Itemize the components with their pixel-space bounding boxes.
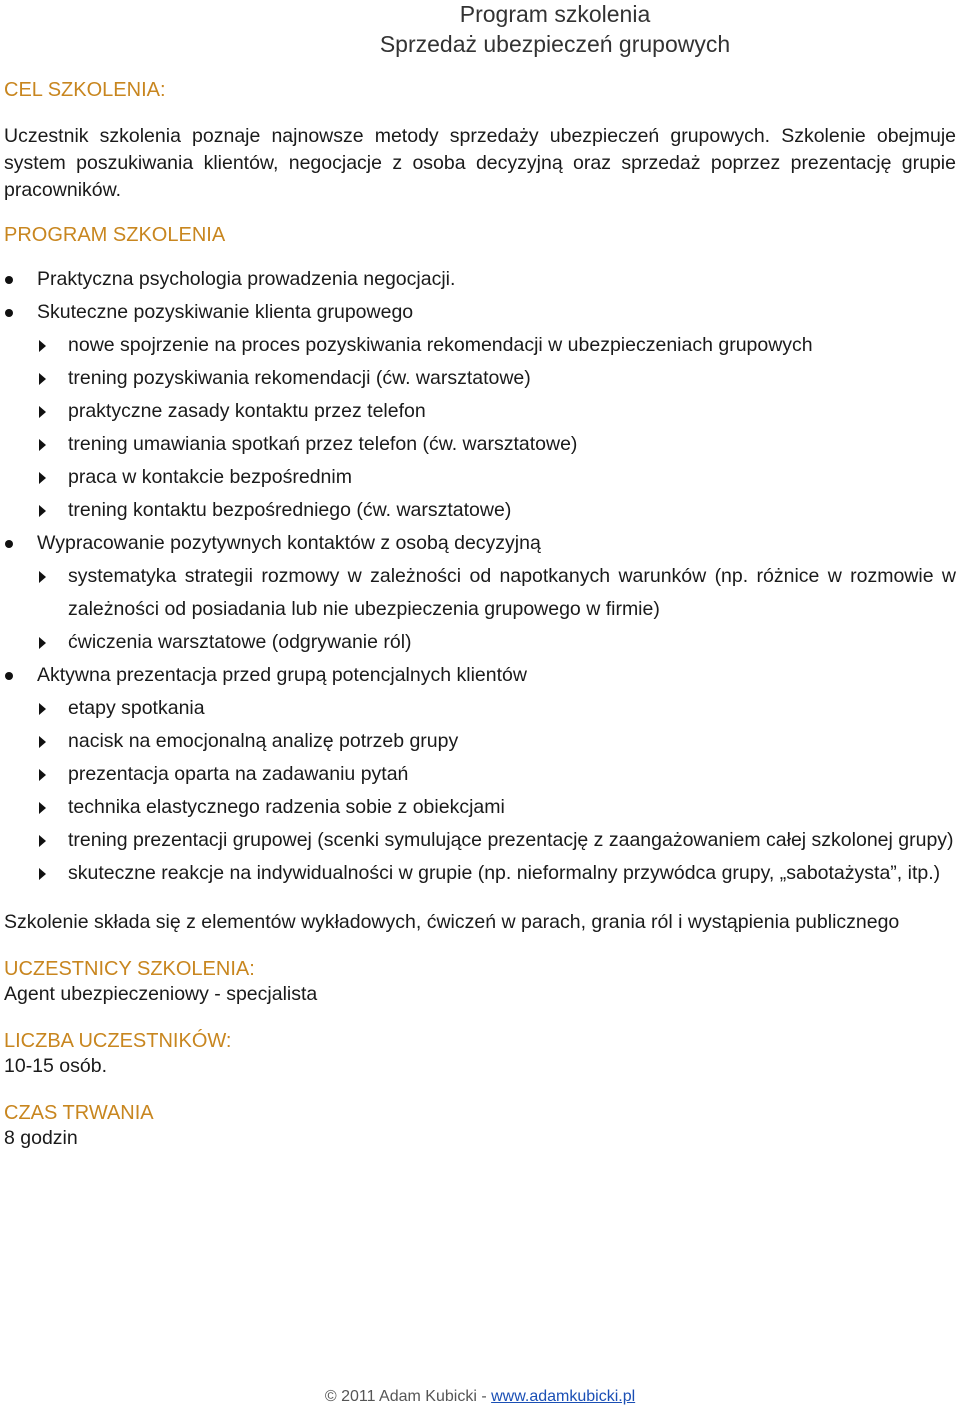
- program-subitem: [4, 395, 956, 428]
- duration-heading: CZAS TRWANIA: [4, 1102, 154, 1124]
- program-subitem-label: technika elastycznego radzenia sobie z obiekcjami: [68, 796, 505, 818]
- triangle-bullet-icon: [39, 571, 46, 583]
- participants-heading: UCZESTNICY SZKOLENIA:: [4, 958, 255, 980]
- program-list: [4, 263, 956, 890]
- program-item: [4, 296, 956, 329]
- goal-heading: CEL SZKOLENIA:: [4, 79, 166, 101]
- page-subtitle: Sprzedaż ubezpieczeń grupowych: [379, 31, 731, 57]
- program-subitem-label: skuteczne reakcje na indywidualności w grupie (np. nieformalny przywódca grupy, „sabotażysta”, itp.): [68, 862, 941, 884]
- program-item: [4, 263, 956, 296]
- triangle-bullet-icon: [39, 769, 46, 781]
- count-text: 10-15 osób.: [4, 1055, 107, 1077]
- program-subitem: [4, 461, 956, 494]
- program-subitem-label: trening prezentacji grupowej (scenki symulujące prezentację z zaangażowaniem całej szkolonej grupy): [68, 829, 954, 851]
- triangle-bullet-icon: [39, 703, 46, 715]
- program-subitem: [4, 428, 956, 461]
- program-subitem: [4, 857, 956, 890]
- program-subitem: [4, 725, 956, 758]
- program-subitem-label: trening umawiania spotkań przez telefon (ćw. warsztatowe): [68, 433, 578, 455]
- program-item: [4, 527, 956, 560]
- triangle-bullet-icon: [39, 472, 46, 484]
- triangle-bullet-icon: [39, 505, 46, 517]
- title-block: [154, 0, 956, 60]
- program-subitem: [4, 362, 956, 395]
- program-subitem-label: trening pozyskiwania rekomendacji (ćw. warsztatowe): [68, 367, 531, 389]
- footer: [0, 1388, 960, 1406]
- program-subitem-label: ćwiczenia warsztatowe (odgrywanie ról): [68, 631, 412, 653]
- program-subitem: [4, 494, 956, 527]
- bullet-dot-icon: [5, 309, 13, 317]
- program-subitem: [4, 329, 956, 362]
- goal-text: Uczestnik szkolenia poznaje najnowsze metody sprzedaży ubezpieczeń grupowych. Szkolenie obejmuje system poszukiwania klientów, negocjacje z osoba decyzyjną oraz sprzedaż poprzez prezentację grupie pracowników.: [4, 125, 956, 201]
- format-text: Szkolenie składa się z elementów wykładowych, ćwiczeń w parach, grania ról i wystąpienia publicznego: [4, 911, 900, 933]
- program-subitem: [4, 626, 956, 659]
- triangle-bullet-icon: [39, 868, 46, 880]
- program-subitem: [4, 758, 956, 791]
- program-subitem-label: nowe spojrzenie na proces pozyskiwania rekomendacji w ubezpieczeniach grupowych: [68, 334, 813, 356]
- duration-text: 8 godzin: [4, 1127, 78, 1149]
- program-heading: PROGRAM SZKOLENIA: [4, 224, 226, 246]
- program-item-label: Skuteczne pozyskiwanie klienta grupowego: [37, 301, 414, 323]
- program-subitem-label: etapy spotkania: [68, 697, 205, 719]
- bullet-dot-icon: [5, 276, 13, 284]
- page-title: Program szkolenia: [459, 1, 651, 27]
- program-subitem-label: nacisk na emocjonalną analizę potrzeb grupy: [68, 730, 459, 752]
- bullet-dot-icon: [5, 540, 13, 548]
- program-subitem: [4, 692, 956, 725]
- program-subitem-label: praktyczne zasady kontaktu przez telefon: [68, 400, 426, 422]
- participants-text: Agent ubezpieczeniowy - specjalista: [4, 983, 318, 1005]
- program-subitem-label: prezentacja oparta na zadawaniu pytań: [68, 763, 409, 785]
- program-subitem-label: systematyka strategii rozmowy w zależności od napotkanych warunków (np. różnice w rozmowie w zależności od posiadania lub nie ubezpieczenia grupowego w firmie): [68, 565, 956, 620]
- triangle-bullet-icon: [39, 637, 46, 649]
- program-subitem-label: praca w kontakcie bezpośrednim: [68, 466, 352, 488]
- program-subitem: [4, 791, 956, 824]
- footer-copyright: © 2011 Adam Kubicki -: [324, 1388, 492, 1405]
- triangle-bullet-icon: [39, 439, 46, 451]
- count-heading: LICZBA UCZESTNIKÓW:: [4, 1030, 232, 1052]
- triangle-bullet-icon: [39, 802, 46, 814]
- program-item-label: Wypracowanie pozytywnych kontaktów z osobą decyzyjną: [37, 532, 541, 554]
- program-subitem-label: trening kontaktu bezpośredniego (ćw. warsztatowe): [68, 499, 512, 521]
- program-item-label: Praktyczna psychologia prowadzenia negocjacji.: [37, 268, 456, 290]
- program-subitem: [4, 824, 956, 857]
- triangle-bullet-icon: [39, 835, 46, 847]
- triangle-bullet-icon: [39, 373, 46, 385]
- triangle-bullet-icon: [39, 406, 46, 418]
- footer-link[interactable]: www.adamkubicki.pl: [491, 1388, 636, 1405]
- document-page: [4, 0, 956, 1152]
- program-item: [4, 659, 956, 692]
- bullet-dot-icon: [5, 672, 13, 680]
- program-item-label: Aktywna prezentacja przed grupą potencjalnych klientów: [37, 664, 527, 686]
- triangle-bullet-icon: [39, 736, 46, 748]
- triangle-bullet-icon: [39, 340, 46, 352]
- program-subitem: [4, 560, 956, 626]
